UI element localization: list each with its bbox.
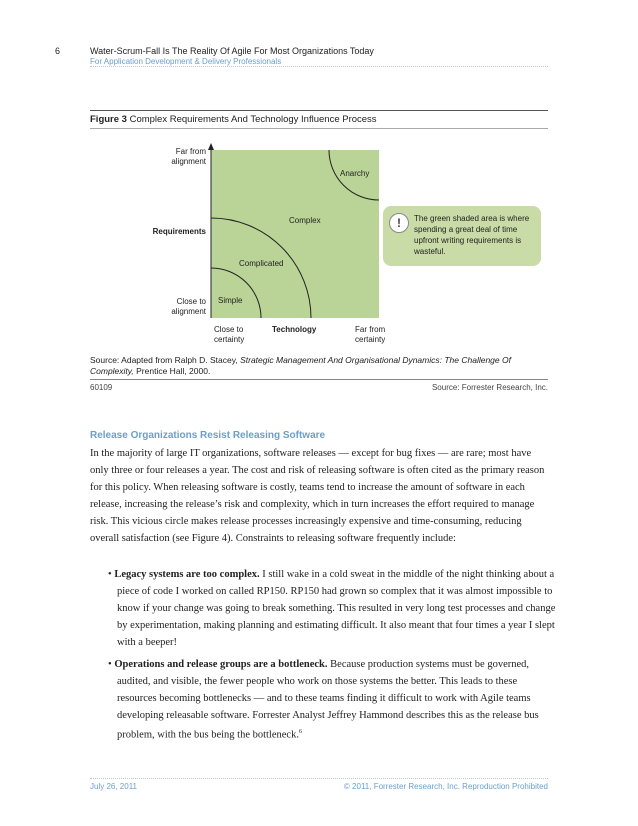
source-suffix: Prentice Hall, 2000. xyxy=(133,366,211,376)
bullet-lead: Legacy systems are too complex. xyxy=(114,569,260,580)
x-label-mid: Technology xyxy=(272,325,317,334)
figure-source xyxy=(90,355,550,377)
y-axis-arrow xyxy=(208,143,214,150)
figure-id: 60109 xyxy=(90,383,113,392)
x-label-right: Far from certainty xyxy=(355,325,386,344)
figure-source-right: Source: Forrester Research, Inc. xyxy=(431,383,548,392)
callout-text: The green shaded area is where spending a great deal of time upfront writing requirements is wasteful. xyxy=(414,214,530,256)
zone-simple: Simple xyxy=(218,296,243,305)
figure-label: Figure 3 xyxy=(90,114,127,125)
page-number: 6 xyxy=(55,46,61,56)
zone-complex: Complex xyxy=(289,216,321,225)
y-label-top: Far from alignment xyxy=(171,147,206,166)
footer-rule xyxy=(90,778,548,779)
warning-icon: ! xyxy=(389,213,409,233)
section-heading: Release Organizations Resist Releasing Software xyxy=(90,430,326,441)
stacey-matrix-diagram xyxy=(0,0,638,400)
figure-title: Complex Requirements And Technology Influence Process xyxy=(129,114,377,125)
bullet-lead: Operations and release groups are a bottleneck. xyxy=(114,659,328,670)
bullet-item: • Operations and release groups are a bottleneck. Because production systems must be governed, audited, and visible, the fewer people who work on those systems the better. This leads to these resources becoming bottlenecks — and to these teams finding it difficult to work with Agile teams developing releasable software. Forrester Analyst Jeffrey Hammond describes this as the release bus problem, with the bus being the bottleneck.$^6$ xyxy=(108,659,539,741)
source-rule xyxy=(90,379,548,380)
source-prefix: Source: Adapted from Ralph D. Stacey, xyxy=(90,355,241,365)
y-label-bottom: Close to alignment xyxy=(171,297,206,316)
bullet-text: I still wake in a cold sweat in the middle of the night thinking about a piece of code I worked on called RP150. RP150 had grown so complex that it was almost impossible to know if your change was going to break something. This resulted in very long test processes and change by experimentation, making planning and estimating difficult. It also meant that four times a year I slept with a beeper! xyxy=(117,569,556,648)
running-title: Water-Scrum-Fall Is The Reality Of Agile For Most Organizations Today xyxy=(90,46,374,56)
zone-anarchy: Anarchy xyxy=(340,169,370,178)
bullet-item: • Legacy systems are too complex. I still wake in a cold sweat in the middle of the night thinking about a piece of code I worked on called RP150. RP150 had grown so complex that it was almost impossible to know if your change was going to break something. This resulted in very long test processes and change by experimentation, making planning and estimating difficult. It also meant that four times a year I slept with a beeper! xyxy=(108,569,556,648)
zone-complicated: Complicated xyxy=(239,259,284,268)
source-book-title: Strategic Management And Organisational Dynamics: The Challenge Of Complexity, xyxy=(90,355,511,376)
footnote-ref[interactable]: 6 xyxy=(298,729,302,735)
footer-copyright: © 2011, Forrester Research, Inc. Reproduction Prohibited xyxy=(343,782,548,791)
body-paragraph: In the majority of large IT organizations, software releases — except for bug fixes — are rare; most have only three or four releases a year. The cost and risk of releasing software is often cited as the primary reason for this policy. When releasing software is costly, teams tend to increase the amount of software in each release, increasing the release’s risk and complexity, which in turn increases the effort required to manage risk. This vicious circle makes release processes increasingly expensive and time-consuming, reducing overall satisfaction (see Figure 4). Constraints to releasing software frequently include: xyxy=(90,448,545,544)
running-subtitle: For Application Development & Delivery Professionals xyxy=(90,57,282,66)
x-label-left: Close to certainty xyxy=(214,325,245,344)
footer-date: July 26, 2011 xyxy=(90,782,137,791)
y-label-mid: Requirements xyxy=(152,227,206,236)
bullet-text: Because production systems must be governed, audited, and visible, the fewer people who work on those systems the better. This leads to these resources becoming bottlenecks — and to these teams finding it difficult to work with Agile teams developing releasable software. Forrester Analyst Jeffrey Hammond describes this as the release bus problem, with the bus being the bottleneck. xyxy=(117,659,539,741)
